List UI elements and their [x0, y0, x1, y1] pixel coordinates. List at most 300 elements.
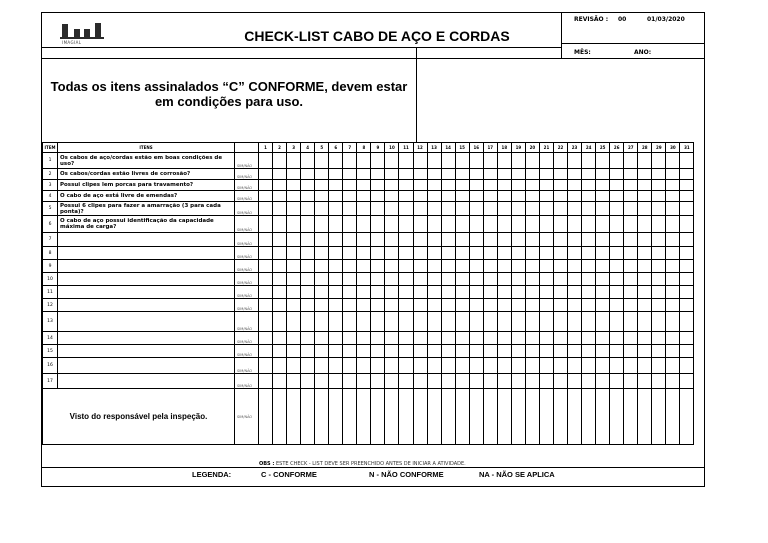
day-check-cell[interactable]	[413, 216, 427, 233]
day-check-cell[interactable]	[638, 332, 652, 345]
day-check-cell[interactable]	[399, 153, 413, 169]
day-check-cell[interactable]	[582, 216, 596, 233]
day-check-cell[interactable]	[553, 169, 567, 180]
day-check-cell[interactable]	[455, 312, 469, 332]
day-check-cell[interactable]	[511, 191, 525, 202]
day-check-cell[interactable]	[483, 202, 497, 216]
day-check-cell[interactable]	[371, 247, 385, 260]
day-check-cell[interactable]	[315, 191, 329, 202]
day-check-cell[interactable]	[413, 191, 427, 202]
day-check-cell[interactable]	[329, 153, 343, 169]
day-check-cell[interactable]	[525, 374, 539, 389]
day-check-cell[interactable]	[680, 332, 694, 345]
day-check-cell[interactable]	[357, 286, 371, 299]
day-check-cell[interactable]	[343, 202, 357, 216]
day-check-cell[interactable]	[329, 233, 343, 247]
day-check-cell[interactable]	[413, 273, 427, 286]
day-check-cell[interactable]	[553, 180, 567, 191]
day-check-cell[interactable]	[455, 169, 469, 180]
day-check-cell[interactable]	[399, 299, 413, 312]
day-check-cell[interactable]	[525, 233, 539, 247]
day-check-cell[interactable]	[273, 332, 287, 345]
day-check-cell[interactable]	[399, 286, 413, 299]
day-check-cell[interactable]	[596, 202, 610, 216]
day-check-cell[interactable]	[596, 332, 610, 345]
day-check-cell[interactable]	[315, 312, 329, 332]
day-check-cell[interactable]	[385, 191, 399, 202]
day-check-cell[interactable]	[371, 202, 385, 216]
day-check-cell[interactable]	[638, 233, 652, 247]
day-check-cell[interactable]	[539, 299, 553, 312]
day-signature-cell[interactable]	[568, 389, 582, 445]
day-check-cell[interactable]	[385, 358, 399, 374]
day-check-cell[interactable]	[652, 345, 666, 358]
day-check-cell[interactable]	[259, 169, 273, 180]
day-check-cell[interactable]	[329, 312, 343, 332]
day-check-cell[interactable]	[553, 299, 567, 312]
day-check-cell[interactable]	[483, 169, 497, 180]
day-check-cell[interactable]	[568, 273, 582, 286]
day-check-cell[interactable]	[469, 260, 483, 273]
day-check-cell[interactable]	[624, 247, 638, 260]
day-check-cell[interactable]	[287, 216, 301, 233]
day-check-cell[interactable]	[385, 374, 399, 389]
day-check-cell[interactable]	[568, 180, 582, 191]
day-check-cell[interactable]	[301, 312, 315, 332]
day-check-cell[interactable]	[399, 202, 413, 216]
day-check-cell[interactable]	[427, 260, 441, 273]
day-check-cell[interactable]	[539, 233, 553, 247]
day-signature-cell[interactable]	[427, 389, 441, 445]
day-check-cell[interactable]	[553, 358, 567, 374]
day-check-cell[interactable]	[273, 312, 287, 332]
day-check-cell[interactable]	[301, 247, 315, 260]
day-check-cell[interactable]	[638, 216, 652, 233]
day-check-cell[interactable]	[343, 345, 357, 358]
day-check-cell[interactable]	[427, 169, 441, 180]
day-check-cell[interactable]	[287, 332, 301, 345]
day-check-cell[interactable]	[343, 286, 357, 299]
day-check-cell[interactable]	[553, 216, 567, 233]
day-check-cell[interactable]	[666, 169, 680, 180]
day-signature-cell[interactable]	[385, 389, 399, 445]
day-check-cell[interactable]	[568, 286, 582, 299]
day-check-cell[interactable]	[553, 247, 567, 260]
day-check-cell[interactable]	[427, 233, 441, 247]
day-check-cell[interactable]	[385, 312, 399, 332]
day-check-cell[interactable]	[525, 191, 539, 202]
day-check-cell[interactable]	[413, 345, 427, 358]
day-check-cell[interactable]	[525, 286, 539, 299]
day-check-cell[interactable]	[666, 299, 680, 312]
day-check-cell[interactable]	[273, 216, 287, 233]
day-check-cell[interactable]	[610, 260, 624, 273]
day-check-cell[interactable]	[413, 312, 427, 332]
day-check-cell[interactable]	[329, 299, 343, 312]
day-check-cell[interactable]	[259, 273, 273, 286]
day-signature-cell[interactable]	[497, 389, 511, 445]
day-check-cell[interactable]	[469, 345, 483, 358]
day-check-cell[interactable]	[596, 374, 610, 389]
day-signature-cell[interactable]	[287, 389, 301, 445]
day-check-cell[interactable]	[666, 247, 680, 260]
day-check-cell[interactable]	[553, 273, 567, 286]
day-check-cell[interactable]	[666, 202, 680, 216]
day-check-cell[interactable]	[343, 358, 357, 374]
day-signature-cell[interactable]	[553, 389, 567, 445]
day-check-cell[interactable]	[469, 233, 483, 247]
day-check-cell[interactable]	[287, 312, 301, 332]
day-check-cell[interactable]	[273, 153, 287, 169]
day-check-cell[interactable]	[371, 374, 385, 389]
day-check-cell[interactable]	[525, 247, 539, 260]
day-check-cell[interactable]	[680, 273, 694, 286]
day-check-cell[interactable]	[652, 299, 666, 312]
day-check-cell[interactable]	[315, 260, 329, 273]
day-check-cell[interactable]	[413, 358, 427, 374]
day-check-cell[interactable]	[582, 180, 596, 191]
day-check-cell[interactable]	[399, 273, 413, 286]
day-check-cell[interactable]	[441, 260, 455, 273]
day-check-cell[interactable]	[413, 233, 427, 247]
day-check-cell[interactable]	[469, 247, 483, 260]
day-check-cell[interactable]	[413, 169, 427, 180]
day-check-cell[interactable]	[511, 286, 525, 299]
day-check-cell[interactable]	[652, 332, 666, 345]
day-check-cell[interactable]	[329, 374, 343, 389]
day-check-cell[interactable]	[455, 247, 469, 260]
day-check-cell[interactable]	[568, 312, 582, 332]
day-signature-cell[interactable]	[301, 389, 315, 445]
day-check-cell[interactable]	[652, 202, 666, 216]
day-check-cell[interactable]	[666, 312, 680, 332]
day-check-cell[interactable]	[525, 358, 539, 374]
day-check-cell[interactable]	[652, 260, 666, 273]
day-check-cell[interactable]	[357, 180, 371, 191]
day-check-cell[interactable]	[638, 273, 652, 286]
day-check-cell[interactable]	[568, 191, 582, 202]
day-check-cell[interactable]	[497, 358, 511, 374]
day-check-cell[interactable]	[357, 247, 371, 260]
day-check-cell[interactable]	[357, 299, 371, 312]
day-check-cell[interactable]	[371, 180, 385, 191]
day-check-cell[interactable]	[287, 260, 301, 273]
day-check-cell[interactable]	[680, 299, 694, 312]
day-check-cell[interactable]	[582, 233, 596, 247]
day-check-cell[interactable]	[287, 358, 301, 374]
day-check-cell[interactable]	[287, 153, 301, 169]
day-check-cell[interactable]	[652, 286, 666, 299]
day-check-cell[interactable]	[399, 191, 413, 202]
day-check-cell[interactable]	[301, 345, 315, 358]
day-check-cell[interactable]	[469, 153, 483, 169]
day-check-cell[interactable]	[301, 202, 315, 216]
day-check-cell[interactable]	[259, 202, 273, 216]
day-check-cell[interactable]	[511, 216, 525, 233]
day-check-cell[interactable]	[624, 202, 638, 216]
day-signature-cell[interactable]	[638, 389, 652, 445]
day-check-cell[interactable]	[441, 358, 455, 374]
day-check-cell[interactable]	[259, 191, 273, 202]
day-check-cell[interactable]	[553, 345, 567, 358]
day-check-cell[interactable]	[329, 260, 343, 273]
day-check-cell[interactable]	[413, 299, 427, 312]
day-check-cell[interactable]	[371, 312, 385, 332]
day-check-cell[interactable]	[497, 312, 511, 332]
day-check-cell[interactable]	[455, 233, 469, 247]
day-check-cell[interactable]	[680, 153, 694, 169]
day-check-cell[interactable]	[455, 260, 469, 273]
day-check-cell[interactable]	[315, 358, 329, 374]
day-signature-cell[interactable]	[343, 389, 357, 445]
day-check-cell[interactable]	[497, 180, 511, 191]
day-check-cell[interactable]	[582, 332, 596, 345]
day-check-cell[interactable]	[357, 312, 371, 332]
day-signature-cell[interactable]	[399, 389, 413, 445]
day-check-cell[interactable]	[497, 286, 511, 299]
day-check-cell[interactable]	[652, 233, 666, 247]
day-check-cell[interactable]	[610, 180, 624, 191]
day-check-cell[interactable]	[343, 247, 357, 260]
day-check-cell[interactable]	[469, 169, 483, 180]
day-check-cell[interactable]	[652, 191, 666, 202]
day-check-cell[interactable]	[357, 233, 371, 247]
day-check-cell[interactable]	[385, 216, 399, 233]
day-check-cell[interactable]	[525, 332, 539, 345]
day-check-cell[interactable]	[329, 169, 343, 180]
day-check-cell[interactable]	[469, 358, 483, 374]
day-check-cell[interactable]	[680, 216, 694, 233]
day-check-cell[interactable]	[610, 202, 624, 216]
day-check-cell[interactable]	[582, 358, 596, 374]
day-check-cell[interactable]	[497, 345, 511, 358]
day-check-cell[interactable]	[525, 153, 539, 169]
day-check-cell[interactable]	[301, 153, 315, 169]
day-check-cell[interactable]	[469, 299, 483, 312]
day-check-cell[interactable]	[329, 202, 343, 216]
day-check-cell[interactable]	[666, 153, 680, 169]
day-check-cell[interactable]	[638, 312, 652, 332]
day-check-cell[interactable]	[483, 180, 497, 191]
day-check-cell[interactable]	[525, 299, 539, 312]
day-check-cell[interactable]	[553, 286, 567, 299]
day-check-cell[interactable]	[357, 202, 371, 216]
day-check-cell[interactable]	[638, 202, 652, 216]
day-signature-cell[interactable]	[596, 389, 610, 445]
day-check-cell[interactable]	[371, 233, 385, 247]
day-check-cell[interactable]	[399, 169, 413, 180]
day-check-cell[interactable]	[371, 273, 385, 286]
day-check-cell[interactable]	[610, 299, 624, 312]
day-check-cell[interactable]	[441, 216, 455, 233]
day-check-cell[interactable]	[596, 180, 610, 191]
day-check-cell[interactable]	[568, 374, 582, 389]
day-check-cell[interactable]	[596, 191, 610, 202]
day-signature-cell[interactable]	[441, 389, 455, 445]
day-check-cell[interactable]	[259, 374, 273, 389]
day-check-cell[interactable]	[483, 153, 497, 169]
day-check-cell[interactable]	[273, 180, 287, 191]
day-check-cell[interactable]	[455, 153, 469, 169]
day-check-cell[interactable]	[357, 358, 371, 374]
day-check-cell[interactable]	[413, 153, 427, 169]
day-check-cell[interactable]	[638, 247, 652, 260]
day-check-cell[interactable]	[511, 358, 525, 374]
day-check-cell[interactable]	[287, 286, 301, 299]
day-check-cell[interactable]	[638, 358, 652, 374]
day-check-cell[interactable]	[483, 191, 497, 202]
day-check-cell[interactable]	[455, 299, 469, 312]
day-check-cell[interactable]	[287, 202, 301, 216]
day-signature-cell[interactable]	[610, 389, 624, 445]
day-check-cell[interactable]	[553, 374, 567, 389]
day-check-cell[interactable]	[385, 180, 399, 191]
day-check-cell[interactable]	[301, 233, 315, 247]
day-check-cell[interactable]	[371, 286, 385, 299]
day-check-cell[interactable]	[624, 233, 638, 247]
day-check-cell[interactable]	[469, 273, 483, 286]
day-check-cell[interactable]	[497, 332, 511, 345]
day-check-cell[interactable]	[399, 180, 413, 191]
day-check-cell[interactable]	[385, 169, 399, 180]
day-check-cell[interactable]	[638, 345, 652, 358]
day-check-cell[interactable]	[441, 312, 455, 332]
day-check-cell[interactable]	[357, 216, 371, 233]
day-check-cell[interactable]	[539, 358, 553, 374]
day-check-cell[interactable]	[539, 202, 553, 216]
day-check-cell[interactable]	[539, 273, 553, 286]
day-check-cell[interactable]	[273, 247, 287, 260]
day-check-cell[interactable]	[301, 216, 315, 233]
day-check-cell[interactable]	[680, 358, 694, 374]
day-check-cell[interactable]	[483, 358, 497, 374]
day-check-cell[interactable]	[596, 216, 610, 233]
day-check-cell[interactable]	[582, 191, 596, 202]
day-check-cell[interactable]	[539, 169, 553, 180]
day-check-cell[interactable]	[343, 260, 357, 273]
day-check-cell[interactable]	[680, 233, 694, 247]
day-check-cell[interactable]	[315, 332, 329, 345]
day-check-cell[interactable]	[315, 216, 329, 233]
day-check-cell[interactable]	[539, 153, 553, 169]
day-check-cell[interactable]	[483, 286, 497, 299]
day-check-cell[interactable]	[539, 286, 553, 299]
day-check-cell[interactable]	[455, 374, 469, 389]
day-check-cell[interactable]	[624, 332, 638, 345]
day-check-cell[interactable]	[525, 345, 539, 358]
day-check-cell[interactable]	[539, 312, 553, 332]
day-check-cell[interactable]	[568, 358, 582, 374]
day-check-cell[interactable]	[441, 299, 455, 312]
day-check-cell[interactable]	[371, 332, 385, 345]
day-check-cell[interactable]	[413, 180, 427, 191]
day-check-cell[interactable]	[483, 374, 497, 389]
day-check-cell[interactable]	[399, 358, 413, 374]
day-check-cell[interactable]	[469, 312, 483, 332]
day-check-cell[interactable]	[610, 286, 624, 299]
day-check-cell[interactable]	[371, 191, 385, 202]
day-check-cell[interactable]	[371, 345, 385, 358]
day-check-cell[interactable]	[385, 202, 399, 216]
day-check-cell[interactable]	[343, 273, 357, 286]
day-check-cell[interactable]	[441, 247, 455, 260]
day-check-cell[interactable]	[385, 233, 399, 247]
day-check-cell[interactable]	[427, 191, 441, 202]
day-check-cell[interactable]	[357, 374, 371, 389]
day-check-cell[interactable]	[441, 374, 455, 389]
day-check-cell[interactable]	[638, 374, 652, 389]
day-signature-cell[interactable]	[273, 389, 287, 445]
day-check-cell[interactable]	[427, 273, 441, 286]
day-check-cell[interactable]	[596, 153, 610, 169]
day-check-cell[interactable]	[511, 247, 525, 260]
day-check-cell[interactable]	[539, 180, 553, 191]
day-check-cell[interactable]	[399, 374, 413, 389]
day-check-cell[interactable]	[427, 216, 441, 233]
day-check-cell[interactable]	[483, 332, 497, 345]
day-check-cell[interactable]	[596, 169, 610, 180]
day-check-cell[interactable]	[497, 273, 511, 286]
day-check-cell[interactable]	[427, 299, 441, 312]
day-signature-cell[interactable]	[624, 389, 638, 445]
day-check-cell[interactable]	[539, 374, 553, 389]
day-check-cell[interactable]	[301, 299, 315, 312]
day-check-cell[interactable]	[539, 191, 553, 202]
day-check-cell[interactable]	[441, 202, 455, 216]
day-check-cell[interactable]	[455, 202, 469, 216]
day-check-cell[interactable]	[525, 260, 539, 273]
day-check-cell[interactable]	[539, 247, 553, 260]
day-check-cell[interactable]	[525, 216, 539, 233]
day-check-cell[interactable]	[582, 247, 596, 260]
day-check-cell[interactable]	[666, 358, 680, 374]
day-check-cell[interactable]	[399, 345, 413, 358]
day-check-cell[interactable]	[610, 374, 624, 389]
day-check-cell[interactable]	[525, 312, 539, 332]
day-check-cell[interactable]	[343, 312, 357, 332]
day-check-cell[interactable]	[441, 233, 455, 247]
day-check-cell[interactable]	[273, 202, 287, 216]
day-check-cell[interactable]	[385, 247, 399, 260]
day-check-cell[interactable]	[638, 180, 652, 191]
day-check-cell[interactable]	[371, 260, 385, 273]
day-check-cell[interactable]	[343, 169, 357, 180]
day-check-cell[interactable]	[413, 332, 427, 345]
day-signature-cell[interactable]	[652, 389, 666, 445]
day-check-cell[interactable]	[511, 260, 525, 273]
day-check-cell[interactable]	[582, 153, 596, 169]
day-check-cell[interactable]	[680, 260, 694, 273]
day-check-cell[interactable]	[329, 345, 343, 358]
day-check-cell[interactable]	[666, 191, 680, 202]
day-check-cell[interactable]	[610, 247, 624, 260]
day-check-cell[interactable]	[385, 299, 399, 312]
day-check-cell[interactable]	[287, 247, 301, 260]
day-check-cell[interactable]	[568, 233, 582, 247]
day-check-cell[interactable]	[427, 180, 441, 191]
day-check-cell[interactable]	[301, 260, 315, 273]
day-check-cell[interactable]	[385, 273, 399, 286]
day-check-cell[interactable]	[680, 312, 694, 332]
day-signature-cell[interactable]	[582, 389, 596, 445]
day-check-cell[interactable]	[553, 260, 567, 273]
day-check-cell[interactable]	[329, 180, 343, 191]
day-check-cell[interactable]	[638, 260, 652, 273]
day-check-cell[interactable]	[511, 233, 525, 247]
day-check-cell[interactable]	[680, 345, 694, 358]
day-check-cell[interactable]	[301, 169, 315, 180]
day-check-cell[interactable]	[497, 153, 511, 169]
